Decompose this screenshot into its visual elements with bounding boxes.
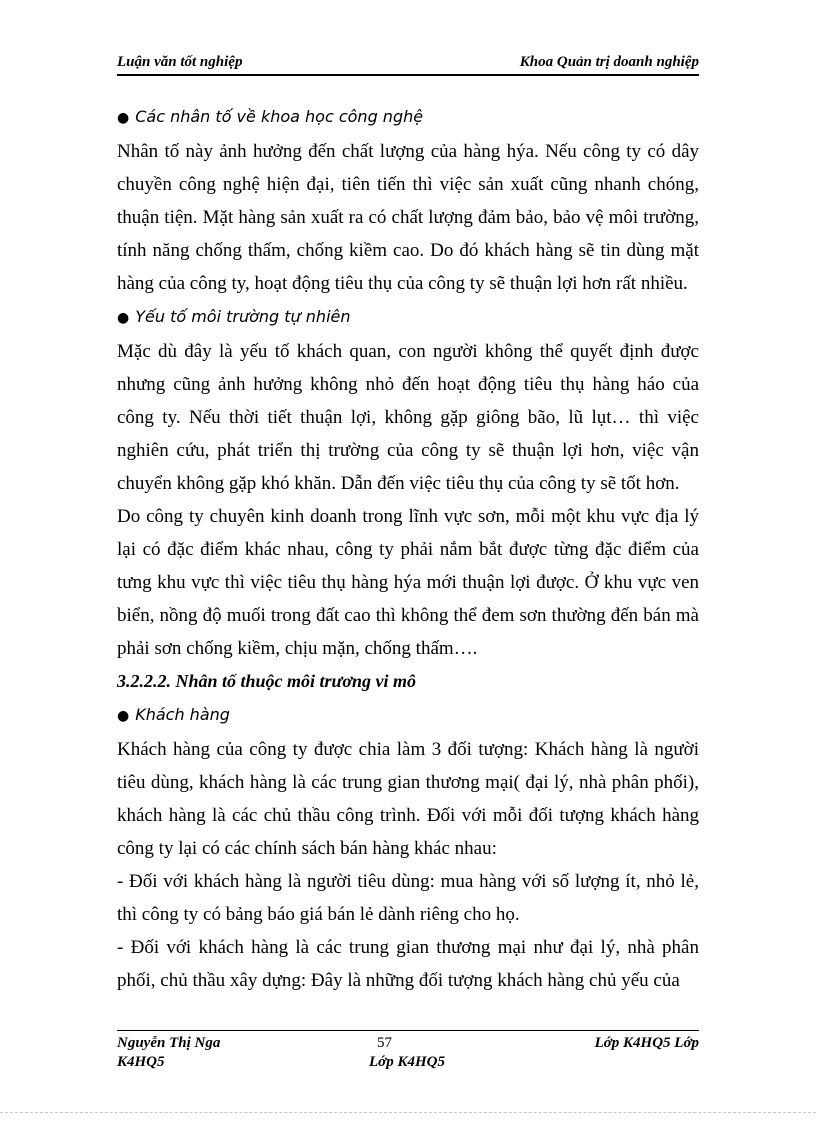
- paragraph-natural-environment: Mặc dù đây là yếu tố khách quan, con người không thể quyết định được nhưng cũng ảnh hưởng không nhỏ đến hoạt động tiêu thụ hàng háo của công ty. Nếu thời tiết thuận lợi, không gặp giông bão, lũ lụt… thì việc nghiên cứu, phát triển thị trường của công ty sẽ thuận lợi hơn, việc vận chuyển không gặp khó khăn. Dẫn đến việc tiêu thụ của công ty sẽ tốt hơn.: [117, 341, 699, 494]
- footer-class-continued: K4HQ5: [117, 1054, 165, 1070]
- section-heading-micro: 3.2.2.2. Nhân tố thuộc môi trương vi mô: [117, 671, 416, 691]
- footer-class-center: Lớp K4HQ5: [369, 1054, 445, 1070]
- footer-author: Nguyễn Thị Nga: [117, 1035, 221, 1051]
- paragraph-paint-regions: Do công ty chuyên kinh doanh trong lĩnh vực sơn, mỗi một khu vực địa lý lại có đặc điểm khác nhau, công ty phải nắm bắt được từng đặc điểm của tưng khu vực thì việc tiêu thụ hàng hýa mới thuận lợi được. Ở khu vực ven biển, nồng độ muối trong đất cao thì không thể đem sơn thường đến bán mà phải sơn chống kiềm, chịu mặn, chống thấm….: [117, 506, 699, 659]
- page-footer: [117, 1030, 699, 1071]
- paragraph-customers: Khách hàng của công ty được chia làm 3 đối tượng: Khách hàng là người tiêu dùng, khách hàng là các trung gian thương mại( đại lý, nhà phân phối), khách hàng là các chủ thầu công trình. Đối với mỗi đối tượng khách hàng công ty lại có các chính sách bán hàng khác nhau:: [117, 739, 699, 859]
- bullet-customers: ● Khách hàng: [117, 705, 230, 724]
- header-thesis-title: Luận văn tốt nghiệp: [117, 54, 243, 70]
- paragraph-science-tech: Nhân tố này ảnh hưởng đến chất lượng của hàng hýa. Nếu công ty có dây chuyền công nghệ hiện đại, tiên tiến thì việc sản xuất cũng nhanh chóng, thuận tiện. Mặt hàng sản xuất ra có chất lượng đảm bảo, bảo vệ môi trường, tính năng chống thấm, chống kiềm cao. Do đó khách hàng sẽ tin dùng mặt hàng của công ty, hoạt động tiêu thụ của công ty sẽ thuận lợi hơn rất nhiều.: [117, 141, 699, 294]
- page-header: [117, 52, 699, 76]
- paragraph-intermediaries: - Đối với khách hàng là các trung gian thương mại như đại lý, nhà phân phối, chủ thầu xây dựng: Đây là những đối tượng khách hàng chủ yếu của: [117, 937, 699, 991]
- bullet-natural-environment: ● Yếu tố môi trường tự nhiên: [117, 307, 351, 326]
- footer-class-right: Lớp K4HQ5 Lớp: [594, 1035, 699, 1051]
- page-content: [117, 100, 699, 997]
- bullet-dot-icon: ●: [117, 310, 130, 326]
- page-bottom-divider: [0, 1112, 816, 1113]
- footer-page-number: 57: [377, 1035, 392, 1051]
- paragraph-consumers: - Đối với khách hàng là người tiêu dùng: mua hàng với số lượng ít, nhỏ lẻ, thì công ty có bảng báo giá bán lẻ dành riêng cho họ.: [117, 871, 699, 925]
- bullet-dot-icon: ●: [117, 110, 130, 126]
- bullet-science-tech: ● Các nhân tố về khoa học công nghệ: [117, 107, 424, 126]
- header-faculty: Khoa Quản trị doanh nghiệp: [519, 54, 699, 70]
- bullet-dot-icon: ●: [117, 708, 130, 724]
